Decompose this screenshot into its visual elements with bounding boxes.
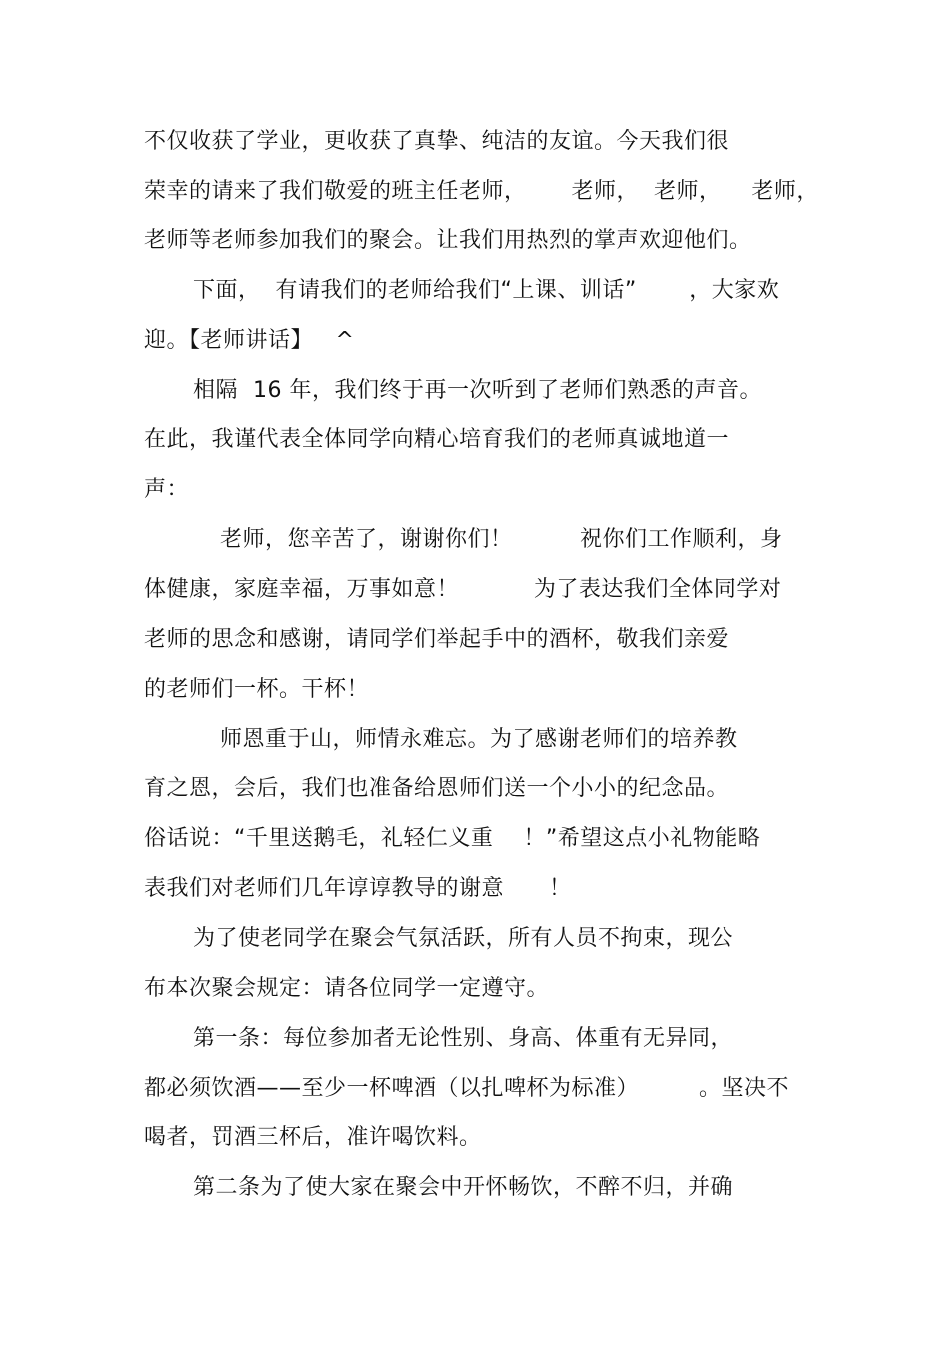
text-line: 为了使老同学在聚会气氛活跃，所有人员不拘束，现公 [193,926,734,951]
text-line: 荣幸的请来了我们敬爱的班主任老师， 老师， 老师， 老师， [144,179,819,204]
text-line: 第一条：每位参加者无论性别、身高、体重有无异同， [193,1026,734,1051]
text-line: 声： [144,477,190,502]
text-line: 下面， 有请我们的老师给我们“上课、训话” ，大家欢 [193,278,780,303]
text-line: 体健康，家庭幸福，万事如意！ 为了表达我们全体同学对 [144,577,782,602]
text-line: 表我们对老师们几年谆谆教导的谢意 ！ [144,876,572,901]
text-line: 育之恩，会后，我们也准备给恩师们送一个小小的纪念品。 [144,776,730,801]
text-line: 布本次聚会规定：请各位同学一定遵守。 [144,976,550,1001]
text-line: 迎。【老师讲话】 ^ [144,328,355,353]
text-line: 师恩重于山，师情永难忘。为了感谢老师们的培养教 [220,727,738,752]
text-line: 在此，我谨代表全体同学向精心培育我们的老师真诚地道一 [144,427,730,452]
text-line: 相隔 16 年，我们终于再一次听到了老师们熟悉的声音。 [193,378,762,403]
text-line: 喝者，罚酒三杯后，准许喝饮料。 [144,1125,482,1150]
text-line: 都必须饮酒——至少一杯啤酒（以扎啤杯为标准） 。坚决不 [144,1076,789,1101]
text-line: 第二条为了使大家在聚会中开怀畅饮，不醉不归，并确 [193,1175,734,1200]
text-line: 老师等老师参加我们的聚会。让我们用热烈的掌声欢迎他们。 [144,228,752,253]
text-line: 老师，您辛苦了，谢谢你们！ 祝你们工作顺利，身 [220,527,783,552]
text-line: 老师的思念和感谢，请同学们举起手中的酒杯，敬我们亲爱 [144,627,730,652]
text-line: 不仅收获了学业，更收获了真挚、纯洁的友谊。今天我们很 [144,129,730,154]
text-line: 俗话说：“千里送鹅毛，礼轻仁义重 ！”希望这点小礼物能略 [144,826,761,851]
text-line: 的老师们一杯。干杯！ [144,677,370,702]
